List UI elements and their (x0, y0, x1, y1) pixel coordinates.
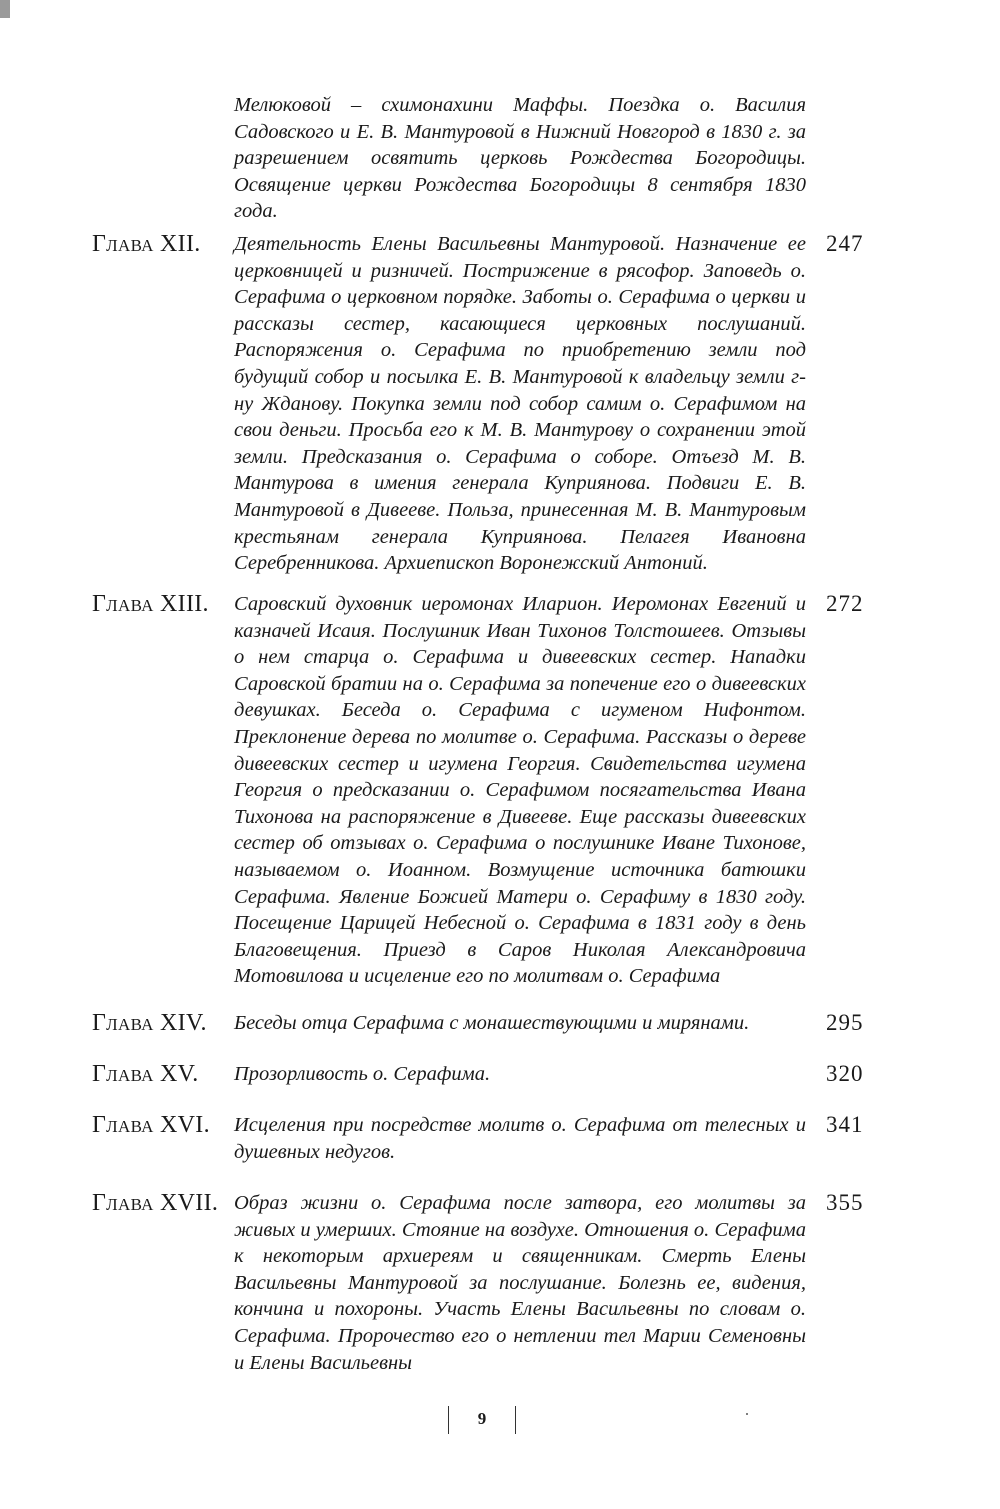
folio-number: 9 (477, 1409, 487, 1428)
chapter-label: Глава XVI. (92, 1112, 210, 1138)
page-number: 295 (826, 1010, 864, 1035)
chapter-description: Прозорливость о. Серафима. (234, 1063, 491, 1085)
chapter-description: Исцеления при посредстве молитв о. Серафима от телесных и душевных недугов. (234, 1114, 806, 1163)
page-footer (448, 1406, 516, 1434)
chapter-description: Беседы отца Серафима с монашествующими и мирянами. (234, 1012, 750, 1034)
page-corner-mark (0, 0, 10, 18)
chapter-description: Образ жизни о. Серафима после затвора, его молитвы за живых и умерших. Стояние на воздухе. Отношения о. Серафима к некоторым архиереям и священникам. Смерть Елены Васильевны Мантуровой за послушание. Болезнь ее, видения, кончина и похороны. Участь Елены Васильевны по словам о. Серафима. Пророчество его о нетлении тел Марии Семеновны и Елены Васильевны (234, 1192, 806, 1374)
page-number: 247 (826, 231, 864, 256)
chapter-label: Глава XVII. (92, 1190, 219, 1216)
page-number: 320 (826, 1061, 864, 1086)
chapter-label: Глава XV. (92, 1061, 199, 1087)
chapter-label: Глава XIV. (92, 1010, 207, 1036)
chapter-label: Глава XII. (92, 231, 201, 257)
page-number: 355 (826, 1190, 864, 1215)
page-number: 341 (826, 1112, 864, 1137)
page-number: 272 (826, 591, 864, 616)
chapter-description: Деятельность Елены Васильевны Мантуровой. Назначение ее церковницей и ризничей. Пострижение в рясофор. Заповедь о. Серафима о церковном порядке. Заботы о. Серафима о церкви и рассказы сестер, касающиеся церковных послушаний. Распоряжения о. Серафима по приобретению земли под будущий собор и посылка Е. В. Мантуровой к владельцу земли г-ну Жданову. Покупка земли под собор самим о. Серафимом на свои деньги. Просьба его к М. В. Мантурову о сохранении этой земли. Предсказания о. Серафима о соборе. Отъезд М. В. Мантурова в имения генерала Куприянова. Подвиги Е. В. Мантуровой в Дивееве. Польза, принесенная М. В. Мантуровым крестьянам генерала Куприянова. Пелагея Ивановна Серебренникова. Архиепископ Воронежский Антоний. (234, 233, 806, 575)
continued-chapter-text: Мелюковой – схимонахини Маффы. Поездка о. Василия Садовского и Е. В. Мантуровой в Нижний Новгород в 1830 г. за разрешением освятить церковь Рождества Богородицы. Освящение церкви Рождества Богородицы 8 сентября 1830 года. (234, 94, 806, 223)
chapter-description: Саровский духовник иеромонах Иларион. Иеромонах Евгений и казначей Исаия. Послушник Иван Тихонов Толстошеев. Отзывы о нем старца о. Серафима и дивеевских сестер. Нападки Саровской братии на о. Серафима за попечение его о дивеевских девушках. Беседа о. Серафима с игуменом Нифонтом. Преклонение дерева по молитве о. Серафима. Рассказы о дереве дивеевских сестер и игумена Георгия. Свидетельства игумена Георгия о предсказании о. Серафимом посягательства Ивана Тихонова на распоряжение в Дивееве. Еще рассказы дивеевских сестер об отзывах о. Серафима о послушнике Иване Тихонове, называемом о. Иоанном. Возмущение источника батюшки Серафима. Явление Божией Матери о. Серафиму в 1830 году. Посещение Царицей Небесной о. Серафима в 1831 году в день Благовещения. Приезд в Саров Николая Александровича Мотовилова и исцеление его по молитвам о. Серафима (234, 593, 806, 988)
chapter-label: Глава XIII. (92, 591, 209, 617)
print-speck (746, 1413, 748, 1415)
